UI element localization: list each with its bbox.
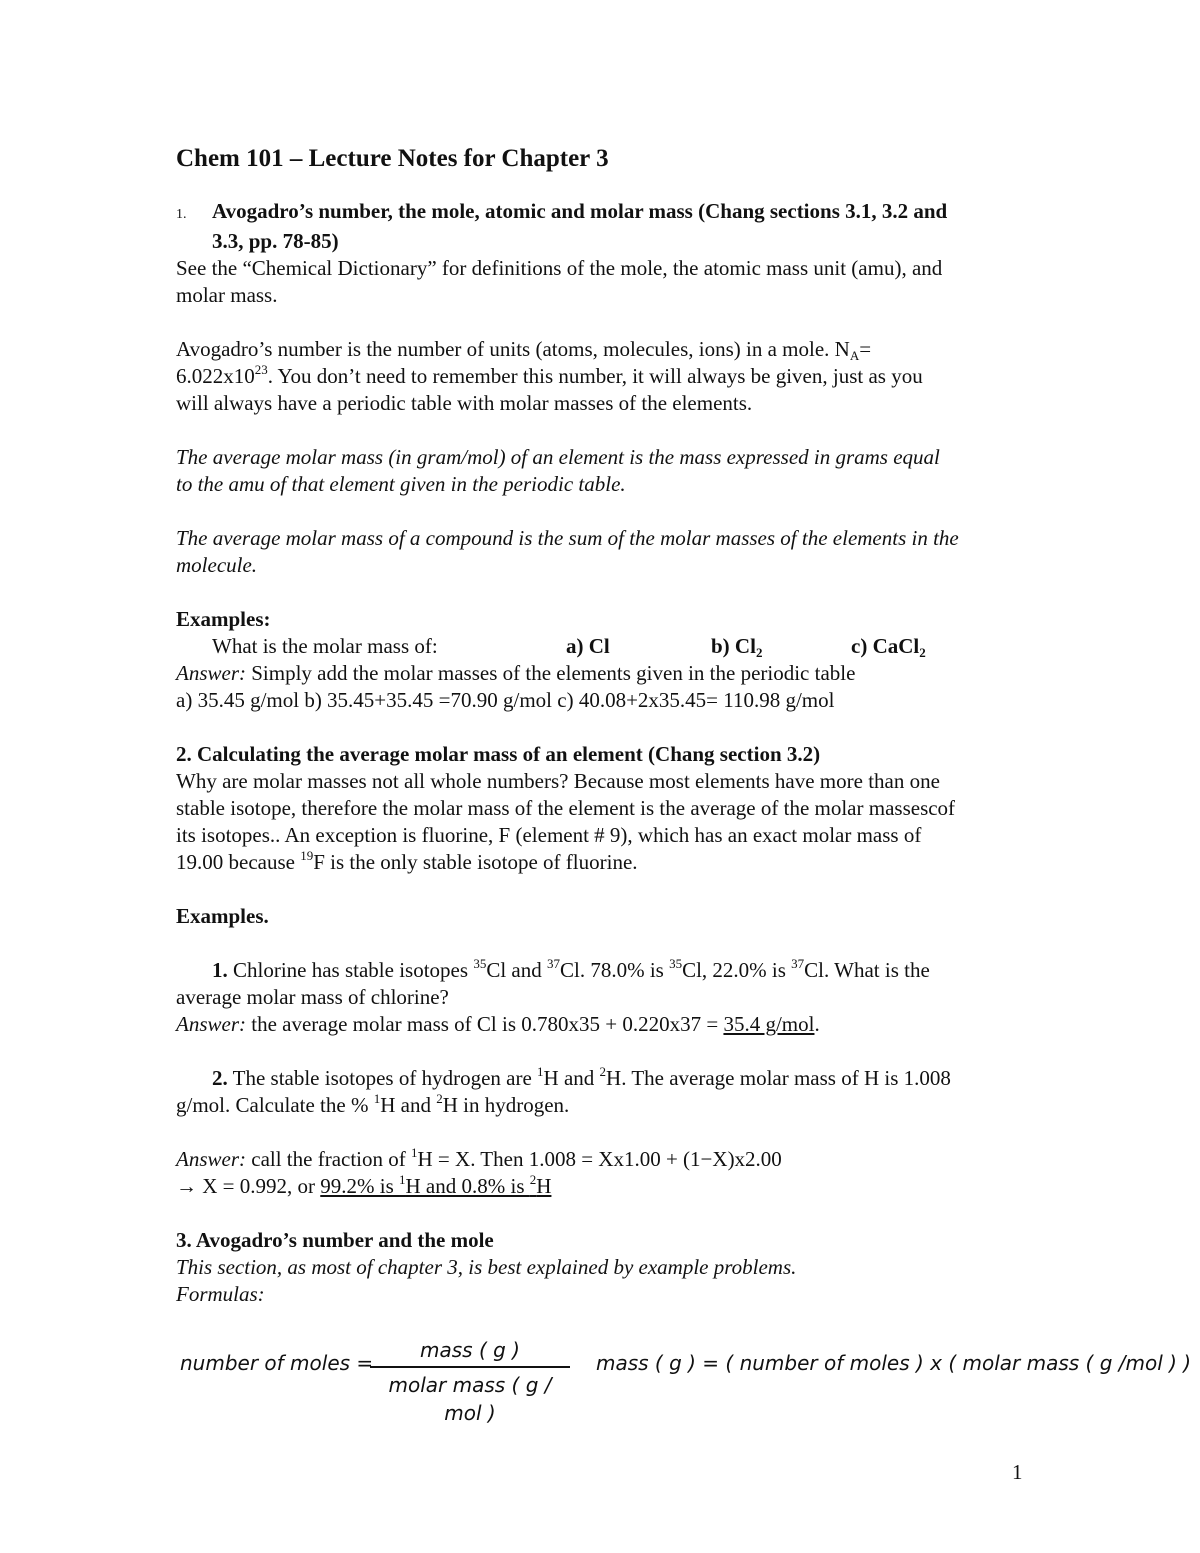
- element-molar-mass-rule-line2: to the amu of that element given in the periodic table.: [176, 472, 626, 496]
- option-a: a) Cl: [566, 634, 610, 658]
- example-question-row: [176, 633, 1136, 660]
- compound-molar-mass-rule-line1: The average molar mass of a compound is the sum of the molar masses of the elements in the: [176, 526, 959, 550]
- section1-paragraph1-line2: molar mass.: [176, 283, 278, 307]
- section1-paragraph1-line1: See the “Chemical Dictionary” for definitions of the mole, the atomic mass unit (amu), and: [176, 256, 943, 280]
- avogadro-definition-line3: will always have a periodic table with molar masses of the elements.: [176, 391, 753, 415]
- avogadro-definition-line1: Avogadro’s number is the number of units (atoms, molecules, ions) in a mole. $N_A=$: [176, 337, 872, 363]
- hydrogen-answer-result: 99.2% is $^1$H and 0.8% is $^2$H: [320, 1172, 552, 1198]
- example-question: What is the molar mass of:: [212, 634, 438, 658]
- chlorine-example-line1: 1. Chlorine has stable isotopes $^{35}$Cl and $^{37}$Cl. 78.0% is $^{35}$Cl, 22.0% is $^{37}$Cl. What is the: [212, 956, 930, 982]
- section2-paragraph-line4: 19.00 because $^{19}$F is the only stable isotope of fluorine.: [176, 848, 638, 874]
- hydrogen-example-line1: 2. The stable isotopes of hydrogen are $^1$H and $^2$H. The average molar mass of H is 1.008: [212, 1064, 951, 1090]
- section2-examples-label: Examples.: [176, 904, 269, 928]
- option-c: c) CaCl$_2$: [851, 634, 926, 660]
- hydrogen-answer-line2: → X = 0.992, or 99.2% is $^1$H and 0.8% is $^2$H: [176, 1172, 552, 1198]
- section2-paragraph-line3: its isotopes.. An exception is fluorine, F (element # 9), which has an exact molar mass of: [176, 823, 922, 847]
- section2-heading: 2. Calculating the average molar mass of an element (Chang section 3.2): [176, 742, 821, 766]
- avogadro-definition-line2: $6.022x10^{23}$. You don’t need to remember this number, it will always be given, just as you: [176, 362, 923, 388]
- document-title: Chem 101 – Lecture Notes for Chapter 3: [176, 145, 609, 172]
- section2-paragraph-line2: stable isotope, therefore the molar mass of the element is the average of the molar massescof: [176, 796, 956, 820]
- examples-label: Examples:: [176, 607, 271, 631]
- example-answer-line: Answer: Simply add the molar masses of the elements given in the periodic table: [176, 661, 856, 685]
- chlorine-answer: Answer: the average molar mass of Cl is 0.780x35 + 0.220x37 = 35.4 g/mol.: [176, 1012, 820, 1036]
- formula-mass: mass ( g ) = ( number of moles ) x ( molar mass ( g /mol ) ): [596, 1351, 1192, 1375]
- chlorine-example-line2: average molar mass of chlorine?: [176, 985, 449, 1009]
- example-answer-values: a) 35.45 g/mol b) 35.45+35.45 =70.90 g/mol c) 40.08+2x35.45= 110.98 g/mol: [176, 688, 835, 712]
- formulas-label: Formulas:: [176, 1282, 265, 1306]
- section3-intro: This section, as most of chapter 3, is best explained by example problems.: [176, 1255, 797, 1279]
- option-b: b) $Cl_2$: [711, 634, 763, 660]
- formula-moles-fraction: [370, 1336, 570, 1427]
- section2-paragraph-line1: Why are molar masses not all whole numbers? Because most elements have more than one: [176, 769, 940, 793]
- fraction-denominator: molar mass ( g / mol ): [388, 1373, 552, 1425]
- section1-number: 1.: [176, 207, 187, 222]
- page-number: 1: [1012, 1460, 1023, 1484]
- hydrogen-answer-line1: Answer: call the fraction of $^1$H = X. Then 1.008 = Xx1.00 + (1−X)x2.00: [176, 1145, 782, 1171]
- fraction-bar: [370, 1366, 570, 1368]
- hydrogen-example-line2: g/mol. Calculate the % $^1$H and $^2$H in hydrogen.: [176, 1091, 570, 1117]
- section1-heading: 1. Avogadro’s number, the mole, atomic and molar mass (Chang sections 3.1, 3.2 and: [176, 198, 1136, 228]
- formulas-row: [180, 1336, 1192, 1425]
- section3-heading: 3. Avogadro’s number and the mole: [176, 1228, 494, 1252]
- document-page: [176, 140, 1136, 1308]
- formula-moles-label: number of moles =: [180, 1351, 374, 1375]
- section1-heading-line2: 3.3, pp. 78-85): [212, 229, 339, 253]
- element-molar-mass-rule-line1: The average molar mass (in gram/mol) of an element is the mass expressed in grams equal: [176, 445, 940, 469]
- compound-molar-mass-rule-line2: molecule.: [176, 553, 258, 577]
- fraction-numerator: mass ( g ): [420, 1338, 520, 1362]
